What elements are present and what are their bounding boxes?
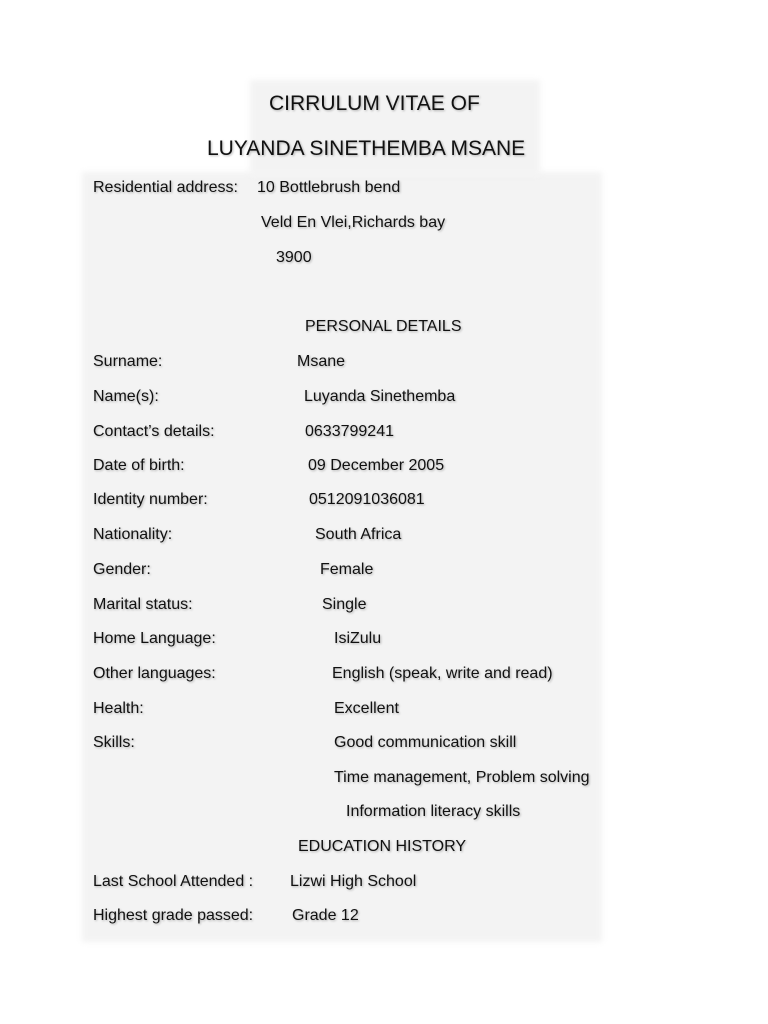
other-languages-label: Other languages: [93, 665, 216, 682]
surname-value: Msane [297, 353, 346, 370]
cv-name-title: LUYANDA SINETHEMBA MSANE [207, 137, 526, 160]
marital-status-value: Single [322, 596, 367, 613]
surname-label: Surname: [93, 353, 163, 370]
address-line-2: Veld En Vlei,Richards bay [261, 214, 446, 231]
health-value: Excellent [334, 700, 399, 717]
home-language-value: IsiZulu [334, 630, 382, 647]
health-label: Health: [93, 700, 144, 717]
dob-value: 09 December 2005 [308, 457, 445, 474]
background-shading [82, 172, 602, 942]
nationality-value: South Africa [315, 526, 402, 543]
address-line-1: 10 Bottlebrush bend [257, 179, 401, 196]
skills-label: Skills: [93, 734, 135, 751]
cv-title: CIRRULUM VITAE OF [269, 92, 480, 115]
home-language-label: Home Language: [93, 630, 216, 647]
names-label: Name(s): [93, 388, 159, 405]
gender-value: Female [320, 561, 374, 578]
marital-status-label: Marital status: [93, 596, 193, 613]
address-label: Residential address: [93, 179, 238, 196]
highest-grade-label: Highest grade passed: [93, 907, 254, 924]
last-school-value: Lizwi High School [290, 873, 417, 890]
contact-label: Contact’s details: [93, 423, 215, 440]
nationality-label: Nationality: [93, 526, 173, 543]
skills-value: Good communication skill [334, 734, 517, 751]
personal-details-heading: PERSONAL DETAILS [305, 318, 462, 335]
dob-label: Date of birth: [93, 457, 185, 474]
id-number-value: 0512091036081 [309, 491, 425, 508]
highest-grade-value: Grade 12 [292, 907, 359, 924]
other-languages-value: English (speak, write and read) [332, 665, 553, 682]
skills-value: Time management, Problem solving [334, 769, 590, 786]
id-number-label: Identity number: [93, 491, 208, 508]
last-school-label: Last School Attended : [93, 873, 254, 890]
contact-value: 0633799241 [305, 423, 394, 440]
gender-label: Gender: [93, 561, 151, 578]
names-value: Luyanda Sinethemba [304, 388, 456, 405]
education-history-heading: EDUCATION HISTORY [298, 838, 467, 855]
address-line-3: 3900 [276, 249, 312, 266]
skills-value: Information literacy skills [346, 803, 521, 820]
